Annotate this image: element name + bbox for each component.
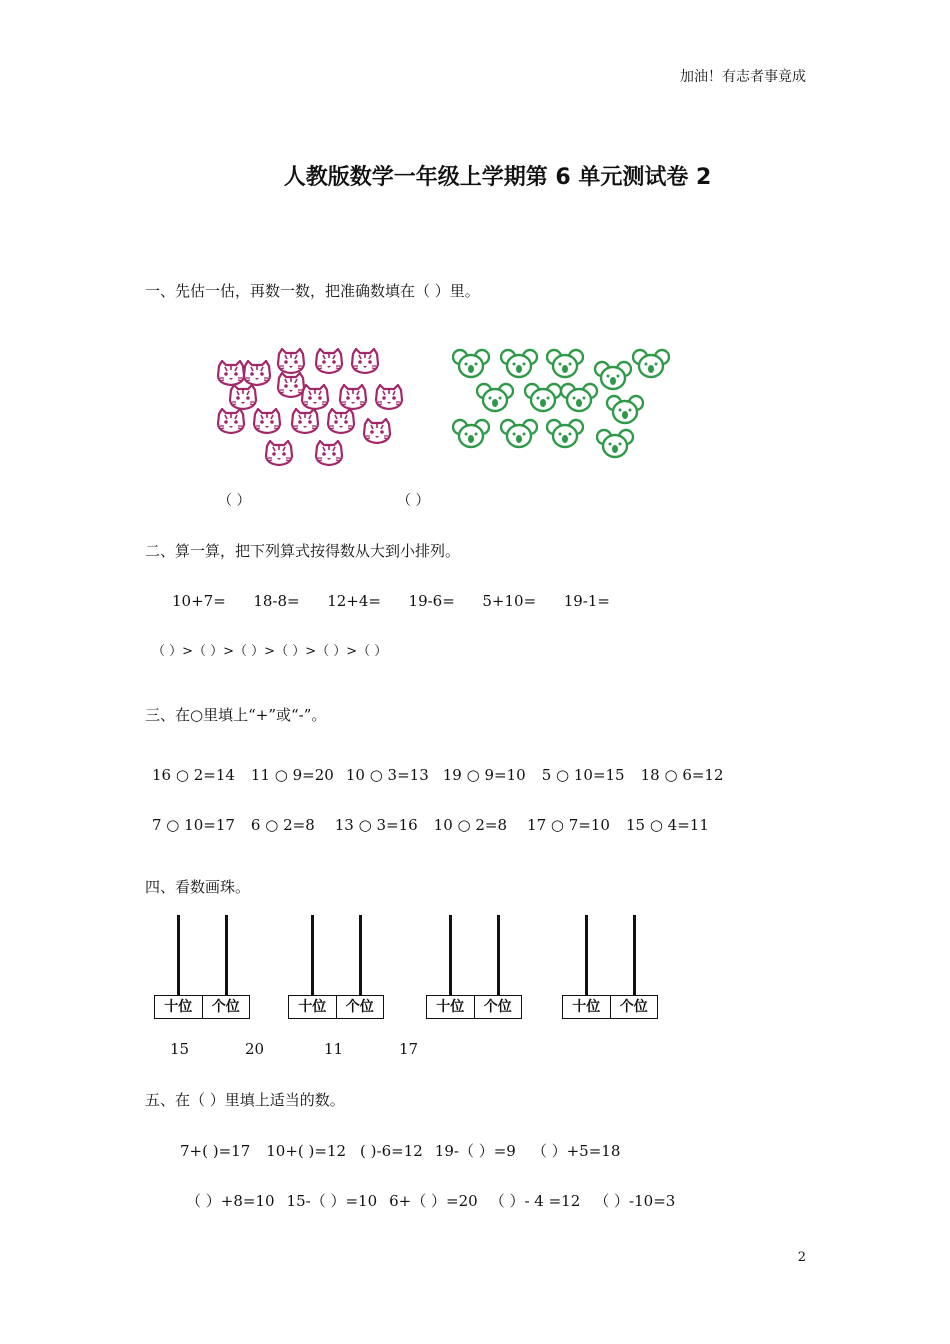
tiger-face-icon [264,440,294,466]
expression: 12+4= [327,592,381,610]
header-motto: 加油！有志者事竟成 [680,69,806,85]
ones-rod[interactable] [633,915,636,995]
operator-equation[interactable]: 10 ○ 3=13 [345,766,429,784]
abacus-number: 20 [245,1040,265,1058]
fill-row-1 [180,1140,620,1161]
tens-label: 十位 [164,999,193,1015]
expression: 19-6= [408,592,455,610]
tens-rod[interactable] [449,915,452,995]
fill-equation[interactable]: ( )-6=12 [360,1142,423,1160]
ones-rod[interactable] [359,915,362,995]
tiger-face-icon [290,408,320,434]
ordering-blanks[interactable]: （ ）>（ ）>（ ）>（ ）>（ ）>（ ） [152,644,388,659]
expression-row [172,592,610,610]
tens-rod[interactable] [311,915,314,995]
abacus-number: 17 [399,1040,419,1058]
counting-pictures [210,340,680,475]
tiger-face-icon [350,348,380,374]
answer-blank-tigers[interactable]: （ ） [218,493,251,509]
ones-label: 个位 [474,996,522,1018]
fill-equation[interactable]: （ ）- 4 =12 [489,1192,581,1210]
tiger-face-icon [242,360,272,386]
abacus[interactable] [562,915,658,1021]
koala-face-icon [452,418,490,450]
operator-row-2 [152,816,709,834]
operator-equation[interactable]: 16 ○ 2=14 [152,766,235,784]
tiger-face-icon [326,408,356,434]
tens-label: 十位 [436,999,465,1015]
tiger-face-icon [300,384,330,410]
koala-face-icon [594,360,632,392]
abacus[interactable] [426,915,522,1021]
koala-face-icon [632,348,670,380]
answer-blank-koalas[interactable]: （ ） [397,493,430,509]
operator-equation[interactable]: 15 ○ 4=11 [625,816,709,834]
koala-face-icon [596,428,634,460]
abacus-number: 11 [324,1040,344,1058]
tiger-face-icon [314,440,344,466]
ones-rod[interactable] [225,915,228,995]
page-title: 人教版数学一年级上学期第 6 单元测试卷 2 [283,165,712,190]
fill-equation[interactable]: （ ）-10=3 [594,1192,676,1210]
section3-heading: 三、在○里填上“+”或“-”。 [145,706,327,724]
abacus[interactable] [288,915,384,1021]
operator-equation[interactable]: 13 ○ 3=16 [334,816,418,834]
tiger-face-icon [362,418,392,444]
operator-equation[interactable]: 19 ○ 9=10 [442,766,526,784]
place-value-table [154,995,250,1019]
fill-equation[interactable]: 6+（ ）=20 [389,1192,478,1210]
expression: 18-8= [253,592,300,610]
tiger-face-icon [252,408,282,434]
operator-equation[interactable]: 5 ○ 10=15 [541,766,625,784]
koala-face-icon [500,348,538,380]
section4-heading: 四、看数画珠。 [145,878,251,896]
tiger-face-icon [338,384,368,410]
operator-equation[interactable]: 7 ○ 10=17 [152,816,235,834]
tiger-face-icon [228,384,258,410]
section5-heading: 五、在（ ）里填上适当的数。 [145,1091,345,1109]
abacus[interactable] [154,915,250,1021]
operator-row-1 [152,766,724,784]
tens-label: 十位 [298,999,327,1015]
koala-face-icon [546,348,584,380]
abacus-number: 15 [170,1040,190,1058]
operator-equation[interactable]: 10 ○ 2=8 [433,816,508,834]
tiger-face-icon [314,348,344,374]
operator-equation[interactable]: 11 ○ 9=20 [250,766,334,784]
ones-label: 个位 [610,996,658,1018]
fill-equation[interactable]: 7+( )=17 [180,1142,251,1160]
section1-heading: 一、先估一估，再数一数，把准确数填在（ ）里。 [145,282,480,300]
operator-equation[interactable]: 6 ○ 2=8 [250,816,315,834]
operator-equation[interactable]: 18 ○ 6=12 [640,766,724,784]
place-value-table [288,995,384,1019]
ones-label: 个位 [336,996,384,1018]
fill-equation[interactable]: 10+( )=12 [266,1142,347,1160]
fill-equation[interactable]: （ ）+5=18 [531,1142,621,1160]
ones-rod[interactable] [497,915,500,995]
place-value-table [562,995,658,1019]
fill-equation[interactable]: 15-（ ）=10 [286,1192,378,1210]
page-number: 2 [797,1250,806,1265]
fill-equation[interactable]: 19-（ ）=9 [434,1142,516,1160]
ones-label: 个位 [202,996,250,1018]
fill-equation[interactable]: （ ）+8=10 [186,1192,275,1210]
koala-face-icon [476,382,514,414]
expression: 19-1= [563,592,610,610]
tens-label: 十位 [572,999,601,1015]
fill-row-2 [186,1190,675,1211]
tens-rod[interactable] [177,915,180,995]
expression: 10+7= [172,592,226,610]
tiger-face-icon [374,384,404,410]
place-value-table [426,995,522,1019]
koala-face-icon [560,382,598,414]
tiger-face-icon [216,408,246,434]
expression: 5+10= [482,592,537,610]
tens-rod[interactable] [585,915,588,995]
koala-face-icon [606,394,644,426]
tiger-face-icon [276,348,306,374]
operator-equation[interactable]: 17 ○ 7=10 [527,816,610,834]
koala-face-icon [524,382,562,414]
koala-face-icon [546,418,584,450]
section2-heading: 二、算一算，把下列算式按得数从大到小排列。 [145,542,461,560]
koala-face-icon [452,348,490,380]
koala-face-icon [500,418,538,450]
